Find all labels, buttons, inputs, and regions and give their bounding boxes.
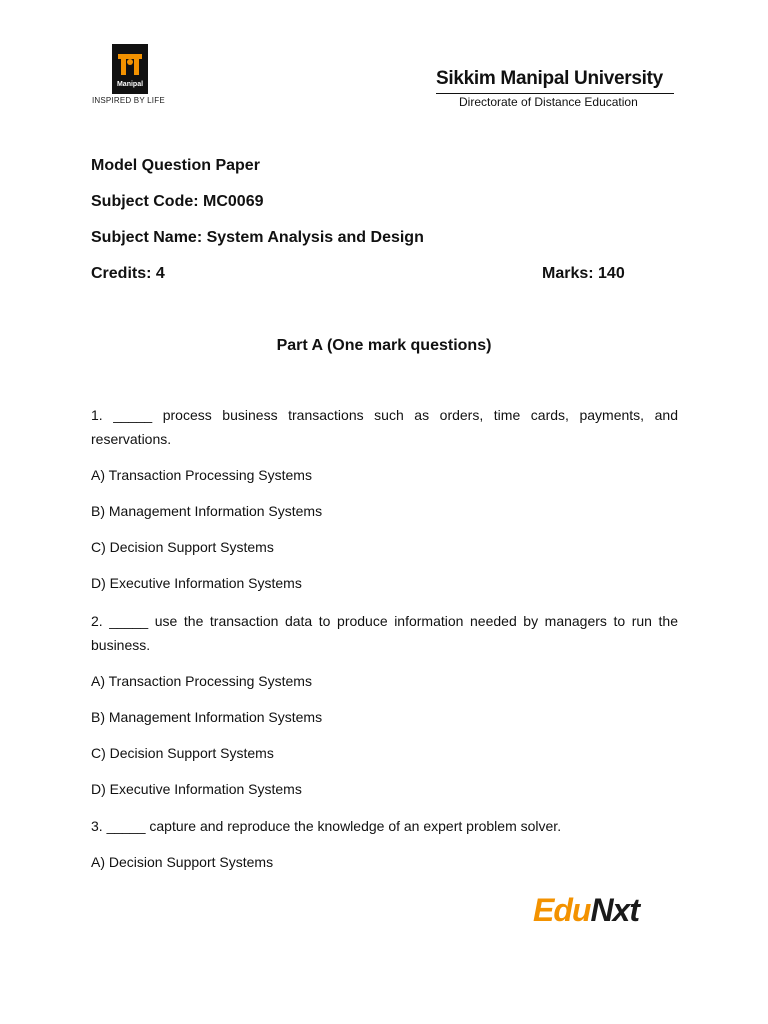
subject-code: Subject Code: MC0069 [91, 193, 264, 210]
q2-option-b: B) Management Information Systems [91, 709, 323, 725]
q3-option-a: A) Decision Support Systems [91, 854, 274, 870]
edunxt-logo [533, 892, 639, 929]
credits: Credits: 4 [91, 265, 165, 282]
q2-option-c: C) Decision Support Systems [91, 745, 274, 761]
q1-option-b: B) Management Information Systems [91, 503, 323, 519]
q1-option-d: D) Executive Information Systems [91, 575, 302, 591]
part-title: Part A (One mark questions) [276, 337, 492, 354]
logo-tagline: INSPIRED BY LIFE [92, 96, 165, 105]
marks: Marks: 140 [542, 265, 625, 282]
edunxt-logo-nxt: Nxt [590, 892, 639, 928]
header-divider [436, 93, 674, 94]
question-2: 2. _____ use the transaction data to produce information needed by managers to run the business. [91, 613, 678, 653]
subject-name: Subject Name: System Analysis and Design [91, 229, 424, 246]
question-3: 3. _____ capture and reproduce the knowledge of an expert problem solver. [91, 818, 562, 834]
manipal-logo [112, 44, 148, 94]
edunxt-logo-edu: Edu [533, 892, 591, 928]
q2-option-d: D) Executive Information Systems [91, 781, 302, 797]
directorate-name: Directorate of Distance Education [459, 95, 638, 109]
manipal-emblem-icon [112, 48, 148, 82]
q2-option-a: A) Transaction Processing Systems [91, 673, 312, 689]
question-1: 1. _____ process business transactions such as orders, time cards, payments, and reservations. [91, 407, 678, 447]
q1-option-c: C) Decision Support Systems [91, 539, 274, 555]
logo-word: Manipal [116, 81, 144, 88]
university-name: Sikkim Manipal University [436, 68, 663, 89]
paper-title: Model Question Paper [91, 157, 260, 174]
q1-option-a: A) Transaction Processing Systems [91, 467, 312, 483]
